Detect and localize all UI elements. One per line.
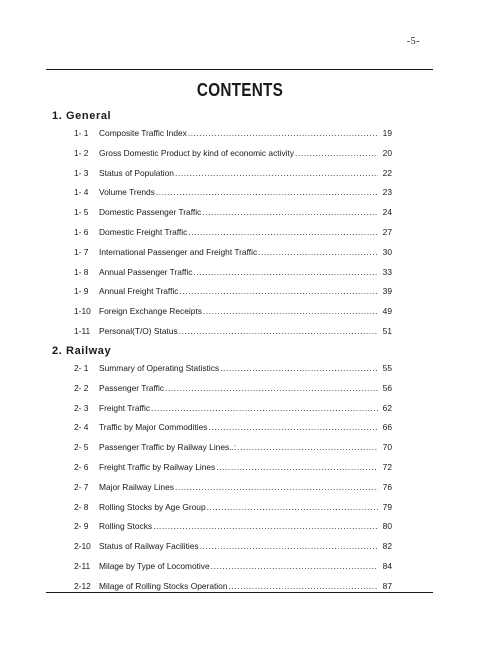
toc-entry-label: Passenger Traffic by Railway Lines..: (99, 442, 237, 453)
toc-list-general (74, 128, 392, 346)
toc-dot-leader (208, 422, 378, 432)
toc-dot-leader (295, 148, 378, 158)
toc-entry-number: 2- 9 (74, 521, 89, 532)
toc-entry-label: Personal(T/O) Status (99, 325, 178, 336)
toc-dot-leader (228, 581, 378, 591)
toc-entry-label: International Passenger and Freight Traffic (99, 246, 258, 257)
section-heading-general: 1. General (52, 110, 112, 122)
toc-entry-number: 1-10 (74, 306, 91, 317)
toc-entry-label: Status of Population (99, 167, 174, 178)
toc-entry-number: 1- 6 (74, 226, 89, 237)
toc-entry (74, 383, 392, 403)
toc-entry-number: 2- 5 (74, 442, 89, 453)
toc-dot-leader (165, 383, 378, 393)
toc-entry (74, 422, 392, 442)
toc-dot-leader (200, 541, 378, 551)
toc-entry-number: 1- 4 (74, 187, 89, 198)
toc-entry (74, 207, 392, 227)
toc-entry-label: Major Railway Lines (99, 481, 174, 492)
toc-entry-number: 2- 7 (74, 481, 89, 492)
toc-entry-number: 2- 8 (74, 501, 89, 512)
toc-entry-page: 19 (382, 128, 392, 138)
page-number: -5- (406, 36, 420, 47)
toc-dot-leader (207, 502, 378, 512)
toc-entry (74, 187, 392, 207)
toc-entry (74, 326, 392, 346)
toc-entry-number: 2- 3 (74, 402, 89, 413)
toc-dot-leader (202, 207, 378, 217)
toc-entry-label: Domestic Freight Traffic (99, 226, 188, 237)
toc-dot-leader (175, 482, 378, 492)
toc-dot-leader (237, 442, 378, 452)
toc-entry (74, 247, 392, 267)
toc-entry (74, 403, 392, 423)
toc-entry (74, 168, 392, 188)
toc-entry-label: Foreign Exchange Receipts (99, 306, 202, 317)
section-heading-railway: 2. Railway (52, 345, 112, 357)
toc-dot-leader (258, 247, 378, 257)
toc-entry-label: Composite Traffic Index (99, 128, 187, 138)
toc-entry-label: Rolling Stocks by Age Group (99, 501, 206, 512)
toc-entry-page: 55 (382, 363, 392, 373)
toc-entry-page: 66 (382, 422, 392, 433)
toc-entry (74, 442, 392, 462)
toc-entry-number: 2-12 (74, 580, 91, 591)
toc-entry-label: Status of Railway Facilities (99, 541, 199, 552)
toc-entry-page: 51 (382, 325, 392, 336)
toc-entry-number: 2- 4 (74, 422, 89, 433)
toc-dot-leader (216, 462, 378, 472)
toc-entry-page: 22 (382, 167, 392, 178)
toc-entry-label: Milage of Rolling Stocks Operation (99, 580, 228, 591)
toc-dot-leader (188, 128, 378, 138)
toc-entry-label: Summary of Operating Statistics (99, 363, 220, 373)
toc-entry (74, 148, 392, 168)
toc-dot-leader (175, 168, 378, 178)
toc-entry (74, 561, 392, 581)
toc-entry-page: 80 (382, 521, 392, 532)
toc-entry-label: Freight Traffic by Railway Lines (99, 461, 216, 472)
toc-dot-leader (220, 363, 378, 373)
toc-entry-number: 1- 9 (74, 286, 89, 297)
toc-dot-leader (193, 267, 378, 277)
toc-entry (74, 363, 392, 383)
toc-entry-number: 2- 6 (74, 461, 89, 472)
toc-entry (74, 306, 392, 326)
toc-entry-page: 23 (382, 187, 392, 198)
toc-entry (74, 502, 392, 522)
toc-entry (74, 227, 392, 247)
toc-entry (74, 286, 392, 306)
toc-dot-leader (188, 227, 378, 237)
toc-entry-page: 30 (382, 246, 392, 257)
toc-dot-leader (156, 187, 378, 197)
toc-entry (74, 462, 392, 482)
toc-dot-leader (151, 403, 378, 413)
toc-list-railway (74, 363, 392, 601)
toc-entry (74, 128, 392, 148)
toc-entry-label: Milage by Type of Locomotive (99, 560, 210, 571)
toc-entry-number: 2- 1 (74, 363, 89, 373)
toc-entry-label: Freight Traffic (99, 402, 151, 413)
toc-entry-page: 70 (382, 442, 392, 453)
toc-entry-label: Annual Passenger Traffic (99, 266, 193, 277)
toc-entry-page: 72 (382, 461, 392, 472)
toc-entry-page: 20 (382, 147, 392, 158)
toc-entry-page: 84 (382, 560, 392, 571)
toc-entry-number: 2- 2 (74, 382, 89, 393)
toc-entry-number: 2-11 (74, 560, 91, 571)
toc-entry-number: 1- 3 (74, 167, 89, 178)
toc-entry (74, 267, 392, 287)
toc-entry-label: Volume Trends (99, 187, 155, 198)
toc-entry-page: 24 (382, 207, 392, 218)
toc-entry-page: 27 (382, 226, 392, 237)
toc-entry-page: 76 (382, 481, 392, 492)
toc-entry-number: 1- 5 (74, 207, 89, 218)
toc-dot-leader (179, 326, 378, 336)
toc-dot-leader (211, 561, 378, 571)
toc-entry-label: Annual Freight Traffic (99, 286, 179, 297)
toc-entry-page: 56 (382, 382, 392, 393)
toc-entry (74, 521, 392, 541)
toc-dot-leader (203, 306, 378, 316)
toc-entry-page: 87 (382, 580, 392, 591)
page-title: CONTENTS (196, 80, 284, 100)
toc-entry (74, 541, 392, 561)
toc-entry-number: 1-11 (74, 325, 91, 336)
toc-entry-page: 62 (382, 402, 392, 413)
toc-entry-number: 1- 8 (74, 266, 89, 277)
toc-dot-leader (153, 521, 378, 531)
toc-entry-number: 2-10 (74, 541, 91, 552)
bottom-rule (46, 592, 433, 593)
toc-entry-page: 33 (382, 266, 392, 277)
toc-entry-label: Traffic by Major Commodities (99, 422, 208, 433)
toc-entry-label: Passenger Traffic (99, 382, 165, 393)
toc-entry (74, 482, 392, 502)
toc-entry-page: 39 (382, 286, 392, 297)
toc-dot-leader (179, 286, 378, 296)
toc-entry-number: 1- 7 (74, 246, 89, 257)
toc-entry-page: 49 (382, 306, 392, 317)
top-rule (46, 69, 433, 70)
toc-entry-page: 82 (382, 541, 392, 552)
toc-entry (74, 581, 392, 601)
toc-entry-page: 79 (382, 501, 392, 512)
toc-entry-label: Gross Domestic Product by kind of economic activity (99, 147, 295, 158)
toc-entry-number: 1- 1 (74, 128, 89, 138)
toc-entry-label: Domestic Passenger Traffic (99, 207, 202, 218)
toc-entry-label: Rolling Stocks (99, 521, 153, 532)
toc-entry-number: 1- 2 (74, 147, 89, 158)
